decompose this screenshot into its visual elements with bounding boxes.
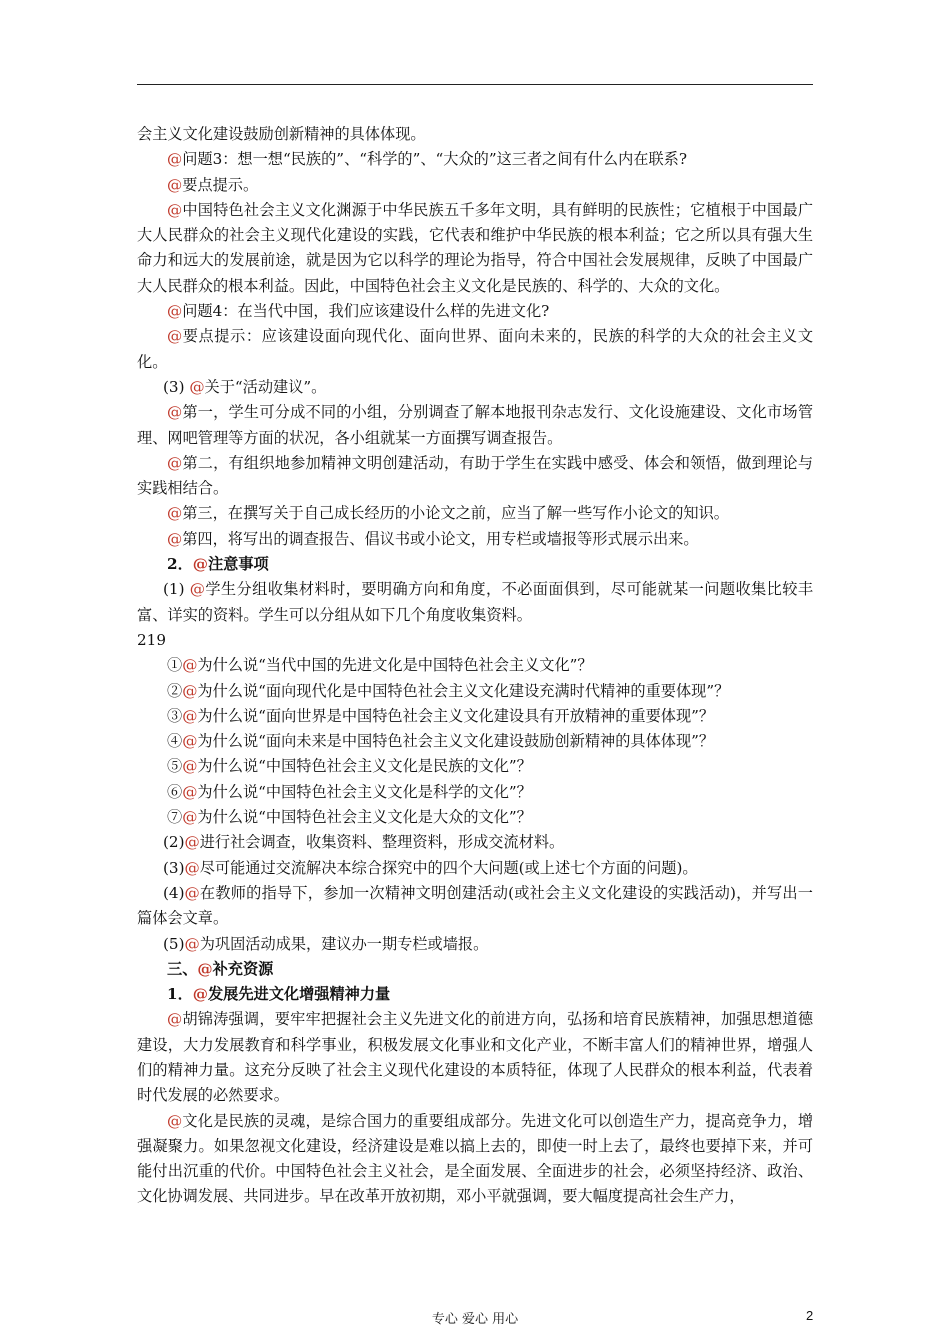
at-marker-icon: @ xyxy=(182,706,198,725)
at-marker-icon: @ xyxy=(167,453,183,472)
at-marker-icon: @ xyxy=(184,858,200,877)
paragraph-text: 为巩固活动成果，建议办一期专栏或墙报。 xyxy=(199,934,489,953)
at-marker-icon: @ xyxy=(192,985,208,1004)
paragraph xyxy=(137,628,813,653)
at-marker-icon: @ xyxy=(167,327,183,346)
paragraph-prefix: ⑥ xyxy=(167,782,183,801)
paragraph-text: 问题3：想一想“民族的”、“科学的”、“大众的”这三者之间有什么内在联系? xyxy=(182,150,688,169)
paragraph xyxy=(137,324,813,375)
paragraph-prefix: (1) xyxy=(163,580,190,599)
paragraph-prefix: (5) xyxy=(163,934,185,953)
paragraph xyxy=(137,830,813,855)
at-marker-icon: @ xyxy=(167,529,183,548)
paragraph xyxy=(137,577,813,628)
paragraph-text: 第一，学生可分成不同的小组，分别调查了解本地报刊杂志发行、文化设施建设、文化市场管理、网吧管理等方面的状况，各小组就某一方面撰写调查报告。 xyxy=(137,403,813,447)
paragraph-text: 在教师的指导下，参加一次精神文明创建活动(或社会主义文化建设的实践活动)，并写出一篇体会文章。 xyxy=(137,883,813,928)
paragraph-prefix: 1． xyxy=(167,985,193,1004)
paragraph-text: 第三，在撰写关于自己成长经历的小论文之前，应当了解一些写作小论文的知识。 xyxy=(182,504,729,523)
at-marker-icon: @ xyxy=(167,1010,183,1029)
paragraph xyxy=(137,704,813,729)
paragraph-text: 发展先进文化增强精神力量 xyxy=(207,985,391,1004)
at-marker-icon: @ xyxy=(182,782,198,801)
paragraph-prefix: ② xyxy=(167,681,183,700)
paragraph-prefix: ⑦ xyxy=(167,808,183,827)
paragraph-prefix: ⑤ xyxy=(167,757,183,776)
paragraph-text: 219 xyxy=(137,630,166,649)
at-marker-icon: @ xyxy=(182,656,198,675)
paragraph-text: 关于“活动建议”。 xyxy=(204,377,327,396)
paragraph xyxy=(137,173,813,198)
paragraph-text: 补充资源 xyxy=(212,959,274,978)
paragraph-prefix: (3) xyxy=(163,858,185,877)
at-marker-icon: @ xyxy=(184,934,200,953)
paragraph-text: 第四，将写出的调查报告、倡议书或小论文，用专栏或墙报等形式展示出来。 xyxy=(182,529,699,548)
document-body xyxy=(137,122,813,1210)
paragraph xyxy=(137,527,813,552)
paragraph-text: 要点提示：应该建设面向现代化、面向世界、面向未来的，民族的科学的大众的社会主义文化。 xyxy=(137,327,813,371)
paragraph xyxy=(137,729,813,754)
at-marker-icon: @ xyxy=(197,959,213,978)
paragraph xyxy=(137,122,813,147)
paragraph xyxy=(137,754,813,779)
paragraph-prefix: (3) xyxy=(163,377,190,396)
paragraph-prefix: ③ xyxy=(167,706,183,725)
paragraph-text: 胡锦涛强调，要牢牢把握社会主义先进文化的前进方向，弘扬和培育民族精神，加强思想道德建设，大力发展教育和科学事业，积极发展文化事业和文化产业，不断丰富人们的精神世界，增强人们的精神力量。这充分反映了社会主义现代化建设的本质特征，体现了人民群众的根本利益，代表着时代发展的必然要求。 xyxy=(137,1010,813,1105)
paragraph-text: 中国特色社会主义文化渊源于中华民族五千多年文明，具有鲜明的民族性；它植根于中国最广大人民群众的社会主义现代化建设的实践，它代表和维护中华民族的根本利益；它之所以具有强大生命力和远大的发展前途，就是因为它以科学的理论为指导，符合中国社会发展规律，反映了中国最广大人民群众的根本利益。因此，中国特色社会主义文化是民族的、科学的、大众的文化。 xyxy=(137,200,813,295)
paragraph xyxy=(137,451,813,502)
at-marker-icon: @ xyxy=(167,403,183,422)
paragraph-text: 为什么说“面向未来是中国特色社会主义文化建设鼓励创新精神的具体体现”？ xyxy=(197,732,715,751)
paragraph xyxy=(137,375,813,400)
at-marker-icon: @ xyxy=(184,833,200,852)
paragraph xyxy=(137,856,813,881)
page-number: 2 xyxy=(806,1308,814,1323)
at-marker-icon: @ xyxy=(167,150,183,169)
at-marker-icon: @ xyxy=(189,580,205,599)
footer-motto: 专心 爱心 用心 xyxy=(431,1312,519,1327)
paragraph xyxy=(137,147,813,172)
page-footer xyxy=(0,1308,950,1328)
paragraph xyxy=(137,982,813,1007)
header-rule xyxy=(137,84,813,85)
at-marker-icon: @ xyxy=(182,681,198,700)
paragraph-text: 学生分组收集材料时，要明确方向和角度，不必面面俱到，尽可能就某一问题收集比较丰富、详实的资料。学生可以分组从如下几个角度收集资料。 xyxy=(137,580,814,624)
paragraph xyxy=(137,299,813,324)
at-marker-icon: @ xyxy=(167,200,183,219)
paragraph xyxy=(137,957,813,982)
paragraph-text: 进行社会调查，收集资料、整理资料，形成交流材料。 xyxy=(199,833,565,852)
paragraph-text: 第二，有组织地参加精神文明创建活动，有助于学生在实践中感受、体会和领悟，做到理论与实践相结合。 xyxy=(137,453,813,498)
paragraph-prefix: (2) xyxy=(163,833,185,852)
at-marker-icon: @ xyxy=(182,757,198,776)
paragraph xyxy=(137,679,813,704)
paragraph xyxy=(137,198,813,299)
at-marker-icon: @ xyxy=(184,883,200,902)
paragraph-prefix: 2． xyxy=(167,555,193,574)
paragraph xyxy=(137,881,813,932)
paragraph xyxy=(137,400,813,451)
at-marker-icon: @ xyxy=(167,504,183,523)
paragraph-text: 尽可能通过交流解决本综合探究中的四个大问题(或上述七个方面的问题)。 xyxy=(199,858,698,877)
at-marker-icon: @ xyxy=(167,302,183,321)
paragraph xyxy=(137,1007,813,1108)
paragraph-text: 会主义文化建设鼓励创新精神的具体体现。 xyxy=(137,125,426,143)
paragraph-text: 问题4：在当代中国，我们应该建设什么样的先进文化? xyxy=(182,302,550,321)
paragraph xyxy=(137,501,813,526)
at-marker-icon: @ xyxy=(182,808,198,827)
paragraph xyxy=(137,653,813,678)
at-marker-icon: @ xyxy=(182,732,198,751)
paragraph-text: 为什么说“中国特色社会主义文化是科学的文化”？ xyxy=(197,782,532,801)
paragraph-text: 文化是民族的灵魂，是综合国力的重要组成部分。先进文化可以创造生产力，提高竞争力，增强凝聚力。如果忽视文化建设，经济建设是难以搞上去的，即使一时上去了，最终也要掉下来，并可能付出沉重的代价。中国特色社会主义社会，是全面发展、全面进步的社会，必须坚持经济、政治、文化协调发展、共同进步。早在改革开放初期，邓小平就强调，要大幅度提高社会生产力， xyxy=(137,1111,813,1206)
at-marker-icon: @ xyxy=(189,377,205,396)
paragraph-text: 为什么说“中国特色社会主义文化是民族的文化”？ xyxy=(197,757,532,776)
paragraph xyxy=(137,1109,813,1210)
paragraph-prefix: 三、 xyxy=(167,959,198,978)
paragraph-text: 为什么说“面向世界是中国特色社会主义文化建设具有开放精神的重要体现”？ xyxy=(197,706,715,725)
paragraph xyxy=(137,932,813,957)
paragraph-prefix: ① xyxy=(167,656,183,675)
paragraph xyxy=(137,552,813,577)
at-marker-icon: @ xyxy=(167,175,183,194)
paragraph-text: 要点提示。 xyxy=(182,175,259,194)
paragraph-prefix: (4) xyxy=(163,883,185,902)
paragraph-text: 为什么说“面向现代化是中国特色社会主义文化建设充满时代精神的重要体现”？ xyxy=(197,681,730,700)
paragraph-text: 为什么说“当代中国的先进文化是中国特色社会主义文化”？ xyxy=(197,656,593,675)
at-marker-icon: @ xyxy=(192,555,208,574)
paragraph-text: 为什么说“中国特色社会主义文化是大众的文化”？ xyxy=(197,808,532,827)
paragraph xyxy=(137,780,813,805)
at-marker-icon: @ xyxy=(167,1111,183,1130)
paragraph-prefix: ④ xyxy=(167,732,183,751)
paragraph-text: 注意事项 xyxy=(207,555,269,574)
paragraph xyxy=(137,805,813,830)
